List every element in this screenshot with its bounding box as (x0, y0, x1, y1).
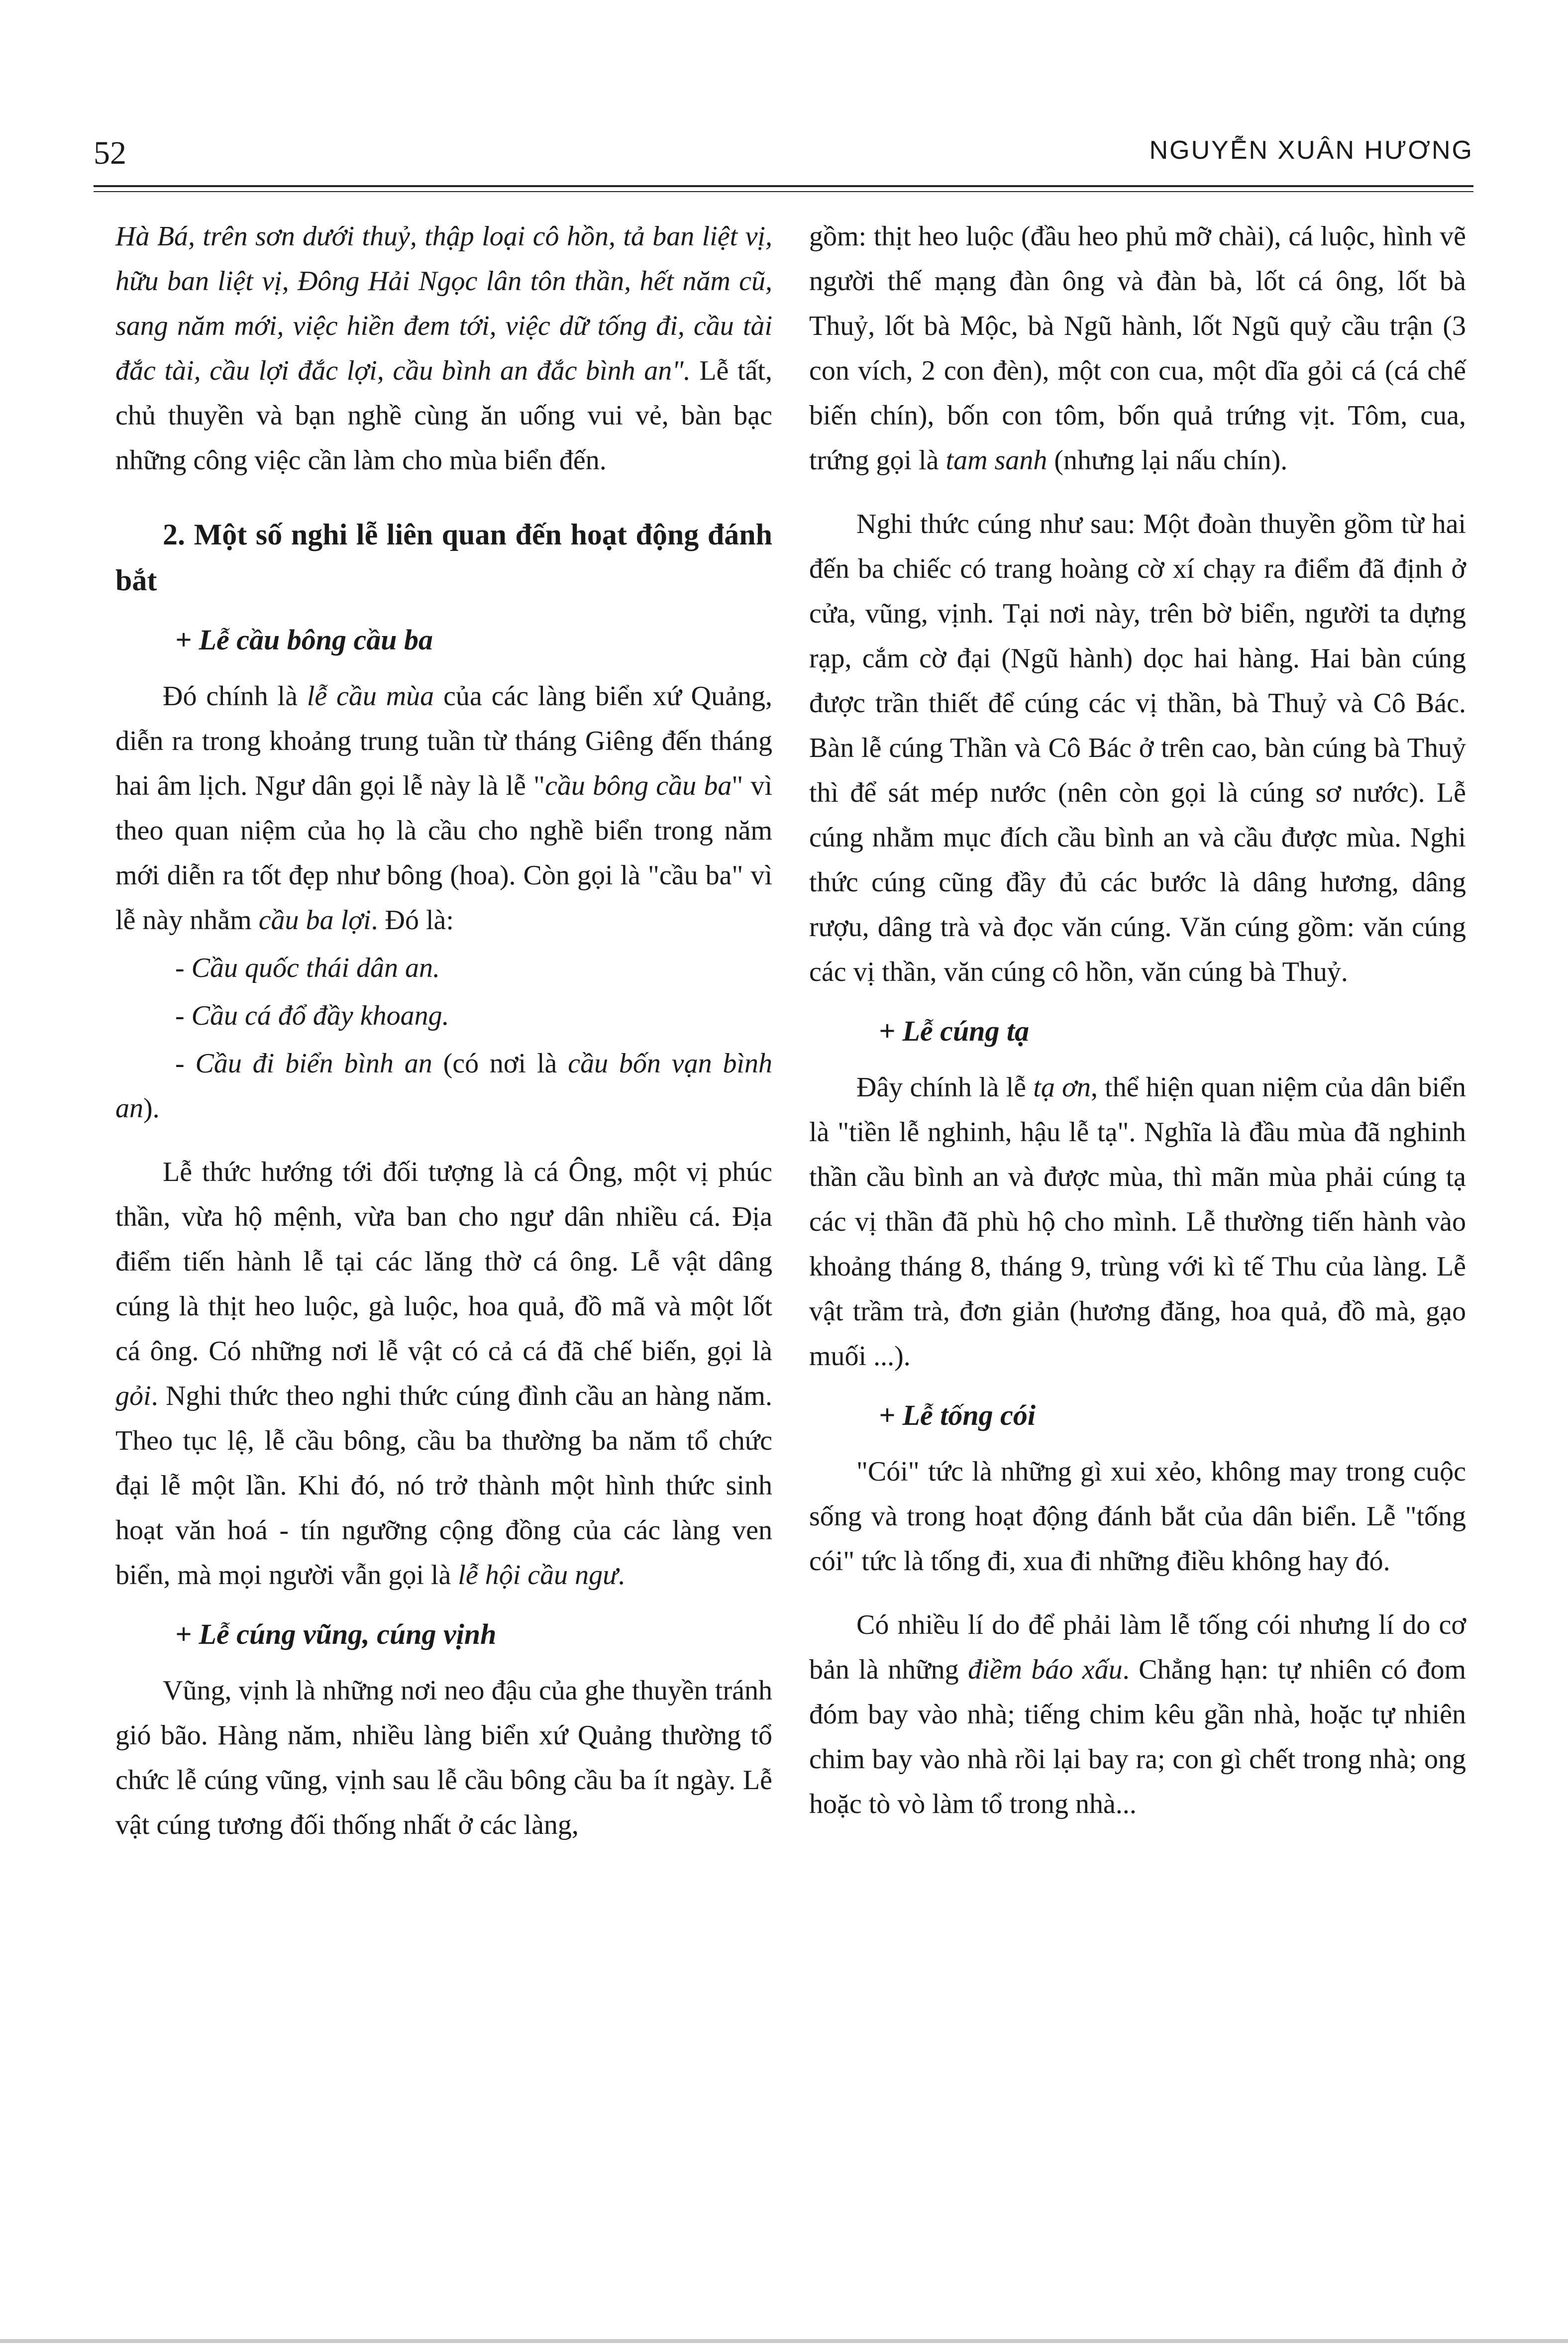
paragraph-ly-do: Có nhiều lí do để phải làm lễ tống cói nhưng lí do cơ bản là những điềm báo xấu. Chẳng hạn: tự nhiên có đom đóm bay vào nhà; tiếng chim kêu gần nhà, hoặc tự nhiên chim bay vào nhà rồi lại bay ra; con gì chết trong nhà; ong hoặc tò vò làm tổ trong nhà... (809, 1609, 1466, 1819)
paragraph-vung-vinh: Vũng, vịnh là những nơi neo đậu của ghe thuyền tránh gió bão. Hàng năm, nhiều làng biển xứ Quảng thường tổ chức lễ cúng vũng, vịnh sau lễ cầu bông cầu ba ít ngày. Lễ vật cúng tương đối thống nhất ở các làng, (115, 1675, 772, 1840)
right-column (809, 214, 1466, 1826)
page-header (94, 134, 1473, 179)
subheading-cung-vung-cung-vinh: + Lễ cúng vũng, cúng vịnh (175, 1618, 497, 1650)
intro-text: Lễ tất, chủ thuyền và bạn nghề cùng ăn uống vui vẻ, bàn bạc những công việc cần làm cho mùa biển đến. (115, 355, 772, 476)
subheading-tong-coi: + Lễ tống cói (879, 1399, 1036, 1431)
list-item: - Cầu đi biển bình an (có nơi là cầu bốn vạn bình an). (115, 1048, 773, 1124)
intro-paragraph (115, 214, 772, 483)
paragraph-le-thuc: Lễ thức hướng tới đối tượng là cá Ông, một vị phúc thần, vừa hộ mệnh, vừa ban cho ngư dân nhiều cá. Địa điểm tiến hành lễ tại các lăng thờ cá ông. Lễ vật dâng cúng là thịt heo luộc, gà luộc, hoa quả, đồ mã và một lốt cá ông. Có những nơi lễ vật có cả cá đã chế biến, gọi là gỏi. Nghi thức theo nghi thức cúng đình cầu an hàng năm. Theo tục lệ, lễ cầu bông, cầu ba thường ba năm tổ chức đại lễ một lần. Khi đó, nó trở thành một hình thức sinh hoạt văn hoá - tín ngưỡng cộng đồng của các làng ven biển, mà mọi người vẫn gọi là lễ hội cầu ngư. (115, 1157, 772, 1591)
paragraph-cung-ta: Đây chính là lễ tạ ơn, thể hiện quan niệm của dân biển là "tiền lễ nghinh, hậu lễ tạ". Nghĩa là đầu mùa đã nghinh thần cầu bình an và được mùa, thì mãn mùa phải cúng tạ các vị thần đã phù hộ cho mình. Lễ thường tiến hành vào khoảng tháng 8, tháng 9, trùng với kì tế Thu của làng. Lễ vật trầm trà, đơn giản (hương đăng, hoa quả, đồ mà, gạo muối ...). (809, 1072, 1466, 1372)
header-rule-thick (94, 185, 1473, 187)
scan-bottom-edge (0, 2339, 1568, 2343)
subheading-cau-bong-cau-ba: + Lễ cầu bông cầu ba (175, 624, 433, 656)
paragraph-coi: "Cói" tức là những gì xui xẻo, không may trong cuộc sống và trong hoạt động đánh bắt của dân biển. Lễ "tống cói" tức là tống đi, xua đi những điều không hay đó. (809, 1456, 1466, 1577)
running-head-author: NGUYỄN XUÂN HƯƠNG (1149, 136, 1473, 165)
list-item: - Cầu quốc thái dân an. (175, 953, 440, 983)
subheading-cung-ta: + Lễ cúng tạ (879, 1015, 1030, 1047)
paragraph-nghi-thuc: Nghi thức cúng như sau: Một đoàn thuyền gồm từ hai đến ba chiếc có trang hoàng cờ xí chạy ra điểm đã định ở cửa, vũng, vịnh. Tại nơi này, trên bờ biển, người ta dựng rạp, cắm cờ đại (Ngũ hành) dọc hai hàng. Hai bàn cúng được trần thiết để cúng các vị thần, bà Thuỷ và Cô Bác. Bàn lễ cúng Thần và Cô Bác ở trên cao, bàn cúng bà Thuỷ thì để sát mép nước (nên còn gọi là cúng sơ nước). Lễ cúng nhằm mục đích cầu bình an và cầu được mùa. Nghi thức cúng cũng đầy đủ các bước là dâng hương, dâng rượu, dâng trà và đọc văn cúng. Văn cúng gồm: văn cúng các vị thần, văn cúng cô hồn, văn cúng bà Thuỷ. (809, 509, 1466, 987)
list-item: - Cầu cá đổ đầy khoang. (175, 1000, 449, 1031)
paragraph-cau-bong: Đó chính là lễ cầu mùa của các làng biển xứ Quảng, diễn ra trong khoảng trung tuần từ tháng Giêng đến tháng hai âm lịch. Ngư dân gọi lễ này là lễ "cầu bông cầu ba" vì theo quan niệm của họ là cầu cho nghề biển trong năm mới diễn ra tốt đẹp như bông (hoa). Còn gọi là "cầu ba" vì lễ này nhằm cầu ba lợi. Đó là: (115, 681, 772, 936)
section-heading: 2. Một số nghi lễ liên quan đến hoạt động đánh bắt (115, 518, 772, 597)
prayer-quote: Hà Bá, trên sơn dưới thuỷ, thập loại cô hồn, tả ban liệt vị, hữu ban liệt vị, Đông Hải Ngọc lân tôn thần, hết năm cũ, sang năm mới, việc hiền đem tới, việc dữ tống đi, cầu tài đắc tài, cầu lợi đắc lợi, cầu bình an đắc bình an". (115, 221, 772, 386)
header-rule-thin (94, 191, 1473, 192)
paragraph-le-vat: gồm: thịt heo luộc (đầu heo phủ mỡ chài), cá luộc, hình vẽ người thế mạng đàn ông và đàn bà, lốt cá ông, lốt bà Thuỷ, lốt bà Mộc, bà Ngũ hành, lốt Ngũ quỷ cầu trận (3 con vích, 2 con đèn), một con cua, một dĩa gỏi cá (cá chế biến chín), bốn con tôm, bốn quả trứng vịt. Tôm, cua, trứng gọi là tam sanh (nhưng lại nấu chín). (809, 221, 1466, 476)
page-number: 52 (94, 135, 126, 171)
left-column (115, 214, 772, 1847)
